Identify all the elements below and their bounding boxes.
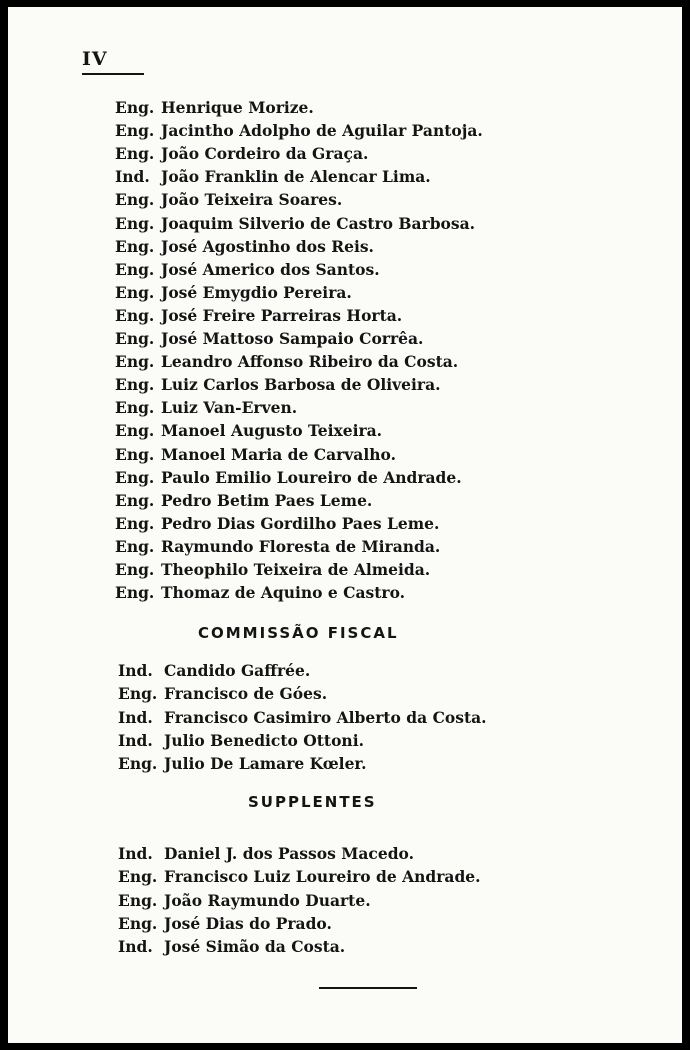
title-prefix: Ind. bbox=[118, 937, 153, 957]
title-prefix: Eng. bbox=[115, 398, 155, 418]
director-entry bbox=[115, 537, 440, 557]
title-prefix: Eng. bbox=[115, 305, 155, 325]
document-page bbox=[8, 7, 682, 1043]
fiscal-member-entry bbox=[118, 661, 310, 681]
member-name: José Freire Parreiras Horta. bbox=[161, 305, 403, 325]
fiscal-member-entry bbox=[118, 684, 327, 704]
member-name: Francisco Luiz Loureiro de Andrade. bbox=[164, 867, 481, 887]
member-name: Joaquim Silverio de Castro Barbosa. bbox=[161, 213, 476, 233]
member-name: Paulo Emilio Loureiro de Andrade. bbox=[161, 467, 462, 487]
director-entry bbox=[115, 306, 402, 326]
title-prefix: Eng. bbox=[115, 329, 155, 348]
director-entry bbox=[115, 260, 380, 280]
title-prefix: Eng. bbox=[118, 867, 158, 887]
title-prefix: Eng. bbox=[115, 536, 155, 556]
director-entry bbox=[115, 352, 458, 372]
director-entry bbox=[115, 560, 430, 580]
member-name: Henrique Morize. bbox=[161, 98, 314, 117]
director-entry bbox=[115, 214, 475, 234]
title-prefix: Eng. bbox=[115, 560, 155, 579]
title-prefix: Eng. bbox=[118, 754, 158, 774]
title-prefix: Eng. bbox=[115, 121, 155, 141]
member-name: José Dias do Prado. bbox=[164, 913, 332, 933]
director-entry bbox=[115, 329, 423, 349]
substitute-entry bbox=[118, 914, 332, 934]
title-prefix: Eng. bbox=[115, 583, 155, 603]
director-entry bbox=[115, 283, 352, 303]
member-name: Jacintho Adolpho de Aguilar Pantoja. bbox=[161, 121, 483, 141]
member-name: Thomaz de Aquino e Castro. bbox=[161, 583, 406, 603]
title-prefix: Eng. bbox=[115, 444, 155, 464]
member-name: João Franklin de Alencar Lima. bbox=[161, 167, 431, 187]
title-prefix: Eng. bbox=[115, 259, 155, 279]
member-name: José Americo dos Santos. bbox=[161, 259, 380, 279]
director-entry bbox=[115, 98, 314, 118]
member-name: José Mattoso Sampaio Corrêa. bbox=[161, 329, 424, 348]
director-entry bbox=[115, 190, 342, 210]
title-prefix: Ind. bbox=[118, 707, 153, 727]
member-name: José Emygdio Pereira. bbox=[161, 282, 352, 302]
title-prefix: Eng. bbox=[115, 190, 155, 210]
director-entry bbox=[115, 491, 372, 511]
fiscal-commission-heading: COMMISSÃO FISCAL bbox=[198, 624, 399, 642]
title-prefix: Eng. bbox=[115, 421, 155, 441]
director-entry bbox=[115, 237, 374, 257]
member-name: Luiz Van-Erven. bbox=[161, 398, 298, 418]
member-name: Pedro Dias Gordilho Paes Leme. bbox=[161, 513, 440, 533]
member-name: Candido Gaffrée. bbox=[164, 661, 311, 680]
member-name: João Raymundo Duarte. bbox=[164, 890, 371, 910]
substitutes-heading: SUPPLENTES bbox=[248, 793, 377, 811]
member-name: José Agostinho dos Reis. bbox=[161, 236, 374, 256]
member-name: Daniel J. dos Passos Macedo. bbox=[164, 844, 415, 863]
member-name: Francisco de Góes. bbox=[164, 684, 328, 704]
fiscal-member-entry bbox=[118, 754, 367, 774]
substitute-entry bbox=[118, 844, 414, 864]
member-name: Raymundo Floresta de Miranda. bbox=[161, 536, 441, 556]
member-name: Leandro Affonso Ribeiro da Costa. bbox=[161, 352, 459, 372]
substitute-entry bbox=[118, 891, 371, 911]
member-name: João Teixeira Soares. bbox=[161, 190, 343, 210]
director-entry bbox=[115, 398, 297, 418]
title-prefix: Eng. bbox=[118, 684, 158, 704]
title-prefix: Ind. bbox=[115, 167, 150, 187]
director-entry bbox=[115, 421, 382, 441]
fiscal-member-entry bbox=[118, 708, 487, 728]
footer-rule bbox=[319, 987, 417, 989]
director-entry bbox=[115, 167, 431, 187]
director-entry bbox=[115, 445, 396, 465]
title-prefix: Eng. bbox=[115, 352, 155, 372]
substitute-entry bbox=[118, 867, 481, 887]
title-prefix: Eng. bbox=[115, 282, 155, 302]
title-prefix: Eng. bbox=[118, 890, 158, 910]
title-prefix: Eng. bbox=[118, 913, 158, 933]
title-prefix: Eng. bbox=[115, 144, 155, 164]
member-name: Pedro Betim Paes Leme. bbox=[161, 490, 373, 510]
director-entry bbox=[115, 468, 462, 488]
member-name: Julio Benedicto Ottoni. bbox=[164, 730, 364, 750]
fiscal-member-entry bbox=[118, 731, 364, 751]
director-entry bbox=[115, 121, 483, 141]
title-prefix: Eng. bbox=[115, 467, 155, 487]
director-entry bbox=[115, 144, 368, 164]
member-name: Julio De Lamare Kœler. bbox=[164, 754, 367, 774]
title-prefix: Ind. bbox=[118, 844, 153, 863]
substitute-entry bbox=[118, 937, 345, 957]
member-name: Theophilo Teixeira de Almeida. bbox=[161, 560, 431, 579]
title-prefix: Eng. bbox=[115, 213, 155, 233]
title-prefix: Eng. bbox=[115, 490, 155, 510]
member-name: Manoel Maria de Carvalho. bbox=[161, 444, 396, 464]
title-prefix: Eng. bbox=[115, 375, 155, 395]
title-prefix: Eng. bbox=[115, 236, 155, 256]
member-name: José Simão da Costa. bbox=[164, 937, 346, 957]
title-prefix: Eng. bbox=[115, 98, 155, 117]
member-name: Manoel Augusto Teixeira. bbox=[161, 421, 383, 441]
page-number: IV bbox=[82, 48, 108, 70]
title-prefix: Eng. bbox=[115, 513, 155, 533]
header-rule bbox=[82, 73, 144, 75]
director-entry bbox=[115, 514, 439, 534]
member-name: Francisco Casimiro Alberto da Costa. bbox=[164, 707, 487, 727]
director-entry bbox=[115, 583, 405, 603]
member-name: Luiz Carlos Barbosa de Oliveira. bbox=[161, 375, 441, 395]
title-prefix: Ind. bbox=[118, 661, 153, 680]
member-name: João Cordeiro da Graça. bbox=[161, 144, 369, 164]
director-entry bbox=[115, 375, 441, 395]
title-prefix: Ind. bbox=[118, 730, 153, 750]
